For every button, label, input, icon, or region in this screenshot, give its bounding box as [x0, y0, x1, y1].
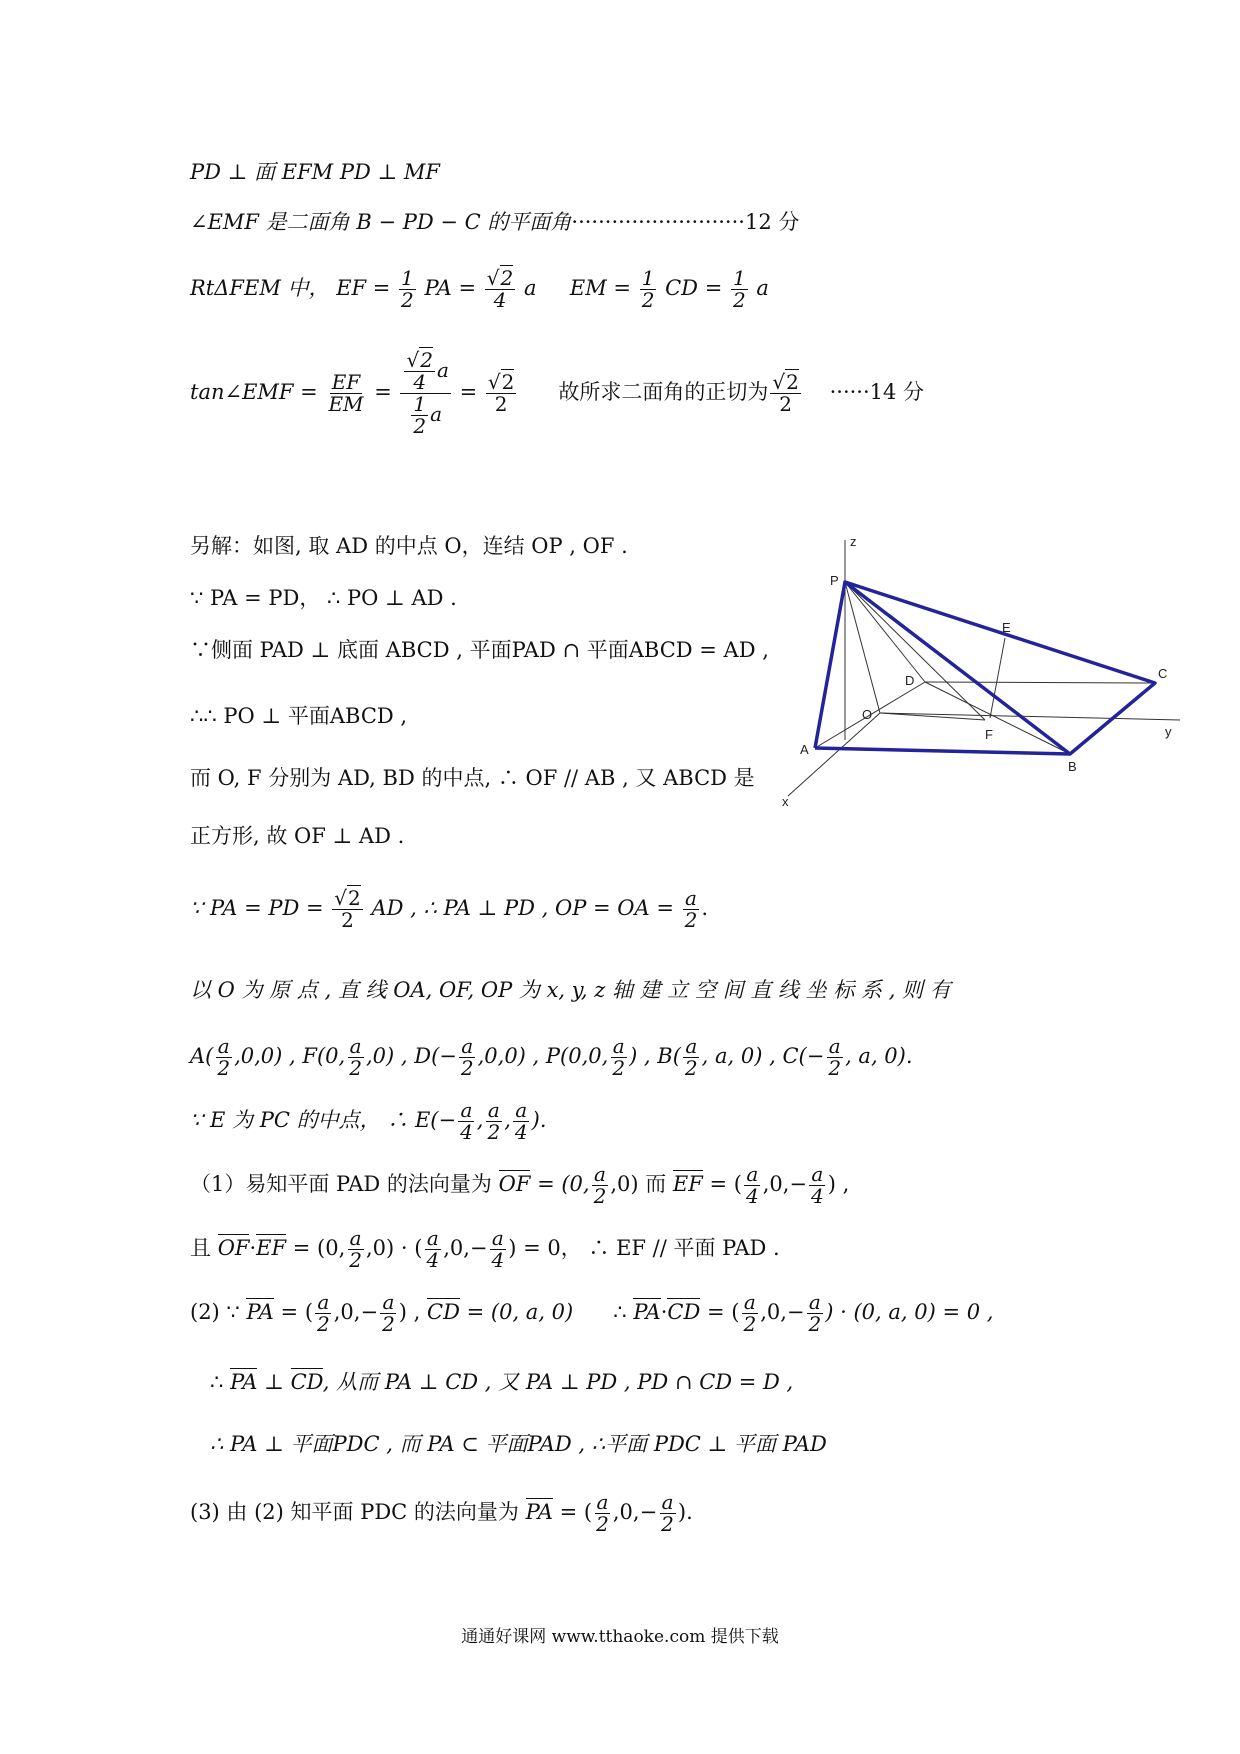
frac-a4 [424, 1228, 441, 1271]
line-7: ∵侧面 PAD ⊥ 底面 ABCD , 平面PAD ∩ 平面ABCD = AD , [190, 638, 769, 662]
frac-a2 [683, 1036, 700, 1079]
line-17 [190, 1292, 993, 1335]
frac-num: 1 [732, 266, 746, 290]
frac-num [332, 888, 362, 910]
line-6: ∵ PA = PD， ∴ PO ⊥ AD . [190, 586, 457, 610]
frac-a4 [513, 1100, 530, 1143]
pyramid-figure [770, 530, 1190, 820]
frac-den: 4 [514, 1120, 528, 1144]
label-d: D [905, 673, 915, 688]
coord-b-close: , a, 0) , [701, 1044, 776, 1068]
vector-cd: CD [667, 1300, 701, 1324]
page-footer: 通通好课网 www.tthaoke.com 提供下载 [461, 1627, 779, 1647]
line-16-c: = (0, [292, 1236, 346, 1260]
frac-den: 2 [596, 1512, 609, 1536]
line-16 [190, 1228, 780, 1271]
vector-cd: CD [290, 1370, 323, 1394]
sqrt-sign: √ [487, 370, 501, 394]
frac-den: 2 [349, 1056, 362, 1080]
coord-c-close: , a, 0). [845, 1044, 913, 1068]
coord-f-open: F(0, [302, 1044, 346, 1068]
line-20-c: ,0,− [612, 1500, 658, 1524]
line-3 [190, 268, 769, 311]
frac-num: a [317, 1290, 330, 1314]
sqrt-arg: 2 [420, 348, 433, 372]
coord-p-open: P(0,0, [545, 1044, 609, 1068]
line-1: PD ⊥ 面 EFM PD ⊥ MF [190, 160, 440, 184]
frac-den: 2 [732, 288, 746, 312]
frac-den: 2 [460, 1056, 474, 1080]
vector-pa: PA [525, 1500, 553, 1524]
coord-c-open: C(− [782, 1044, 825, 1068]
frac-num: a [685, 886, 697, 910]
vector-ef: EF [256, 1236, 287, 1260]
coord-d-open: D(− [414, 1044, 457, 1068]
line-14-a: ∵ E 为 PC 的中点， ∴ E(− [190, 1108, 457, 1132]
frac-a2 [826, 1036, 843, 1079]
edge-po [845, 582, 880, 713]
line-8: ∴∴ PO ⊥ 平面ABCD , [190, 704, 408, 728]
label-a: A [800, 742, 809, 757]
frac-a2 [380, 1292, 397, 1335]
sqrt-sign: √ [334, 886, 348, 910]
frac-den: 2 [382, 1312, 395, 1336]
line-20-d: ). [677, 1500, 693, 1524]
frac-a2 [459, 1036, 476, 1079]
line-15-a: （1）易知平面 PAD 的法向量为 [190, 1172, 492, 1196]
frac-half [399, 268, 416, 311]
coord-b-open: B( [657, 1044, 681, 1068]
frac-sqrt2-over-2-c [332, 888, 362, 931]
line-14-b: , [476, 1108, 484, 1132]
frac-den: 4 [493, 288, 507, 312]
line-2-text: ∠EMF 是二面角 B − PD − C 的平面角 [190, 210, 572, 234]
label-c: C [1158, 666, 1168, 681]
frac-num [400, 350, 450, 394]
label-x: x [782, 794, 789, 809]
frac-num: a [349, 1226, 362, 1250]
line-15-c: ,0) 而 [610, 1172, 667, 1196]
coord-p-close: ) , [629, 1044, 651, 1068]
frac-den: 2 [684, 908, 698, 932]
frac-den: 2 [593, 1184, 607, 1208]
line-20 [190, 1492, 693, 1535]
frac-den: 2 [217, 1056, 231, 1080]
line-11-b: AD , ∴ PA ⊥ PD , OP = OA = [371, 896, 674, 920]
frac-ef-em [326, 372, 365, 415]
line-17-b: = ( [280, 1300, 314, 1324]
line-16-dot: · [249, 1236, 257, 1260]
frac-num: 1 [641, 266, 655, 290]
frac-num: a [217, 1034, 230, 1058]
frac-den: 2 [612, 1056, 626, 1080]
frac-a4 [809, 1164, 826, 1207]
frac-a2 [592, 1164, 609, 1207]
line-5: 另解：如图, 取 AD 的中点 O，连结 OP , OF . [190, 534, 628, 558]
line-3-a: a [523, 276, 537, 300]
frac-num: a [596, 1490, 609, 1514]
edge-pf [845, 582, 985, 720]
frac-a2 [347, 1228, 364, 1271]
frac-a4 [744, 1164, 761, 1207]
line-17-f: ∴ [613, 1300, 627, 1324]
frac-num [404, 350, 434, 372]
frac-a4 [458, 1100, 475, 1143]
line-4-conclusion: 故所求二面角的正切为 [558, 380, 769, 404]
line-10: 正方形, 故 OF ⊥ AD . [190, 824, 405, 848]
frac-num: a [746, 1162, 759, 1186]
line-16-a: 且 [190, 1236, 211, 1260]
line-3-label: RtΔFEM 中， [190, 276, 330, 300]
vector-of: OF [498, 1172, 531, 1196]
frac-a2 [807, 1292, 824, 1335]
frac-num: a [661, 1490, 674, 1514]
coord-f-close: ,0) , [365, 1044, 408, 1068]
coord-a-open: A( [190, 1044, 214, 1068]
vector-ef: EF [672, 1172, 703, 1196]
frac-den: 4 [745, 1184, 759, 1208]
line-19: ∴ PA ⊥ 平面PDC , 而 PA ⊂ 平面PAD , ∴平面 PDC ⊥ 平面 PAD [210, 1432, 827, 1456]
frac-a2 [215, 1036, 232, 1079]
frac-sqrt2-over-2-b [770, 372, 800, 415]
line-18-c: , 从而 PA ⊥ CD , 又 PA ⊥ PD , PD ∩ CD = D , [322, 1370, 794, 1394]
line-2-dots: ·························· [571, 210, 745, 234]
frac-num: a [382, 1290, 395, 1314]
line-17-h: = ( [707, 1300, 740, 1324]
frac-num: a [461, 1034, 474, 1058]
frac-num: a [487, 1098, 500, 1122]
frac-compound [400, 350, 450, 437]
frac-a2 [315, 1292, 332, 1335]
line-3-pa: PA = [424, 276, 477, 300]
line-9: 而 O, F 分别为 AD, BD 的中点, ∴ OF // AB , 又 ABCD 是 [190, 766, 755, 790]
sqrt-sign: √ [772, 370, 786, 394]
line-3-em: EM = [569, 276, 631, 300]
frac-half-2 [640, 268, 657, 311]
line-18 [210, 1370, 793, 1395]
frac-num: a [349, 1034, 362, 1058]
frac-sqrt2-over-4 [485, 268, 515, 311]
frac-a4 [490, 1228, 507, 1271]
frac-den: EM [328, 392, 364, 416]
frac-num: a [612, 1034, 625, 1058]
frac-a2 [594, 1492, 611, 1535]
frac-a-over-2 [683, 888, 700, 931]
frac-den: 2 [413, 414, 427, 438]
sqrt-arg: 2 [348, 886, 361, 910]
inner-frac [411, 394, 428, 437]
line-4-tan: tan∠EMF = [190, 380, 318, 404]
frac-num: 1 [413, 392, 427, 416]
line-11 [190, 888, 708, 931]
line-15-f: ) , [827, 1172, 850, 1196]
frac-den: 4 [460, 1120, 473, 1144]
frac-den: 4 [491, 1248, 505, 1272]
vector-pa: PA [246, 1300, 274, 1324]
frac-den: 2 [317, 1312, 330, 1336]
line-18-b: ⊥ [264, 1370, 284, 1394]
frac-den: 2 [341, 908, 354, 932]
frac-num: a [685, 1034, 698, 1058]
vector-cd: CD [427, 1300, 460, 1324]
frac-num: a [811, 1162, 824, 1186]
frac-half-3 [731, 268, 748, 311]
frac-num: a [743, 1290, 756, 1314]
sqrt-sign: √ [486, 266, 500, 290]
line-16-f: ) = 0， ∴ EF // 平面 PAD . [508, 1236, 780, 1260]
frac-num: a [460, 1098, 473, 1122]
line-17-dot: · [660, 1300, 668, 1324]
frac-den: 2 [828, 1056, 842, 1080]
frac-num: a [593, 1162, 606, 1186]
line-3-a2: a [756, 276, 769, 300]
line-14-d: ). [531, 1108, 547, 1132]
inner-frac [404, 350, 434, 393]
label-z: z [850, 534, 857, 549]
line-16-e: ,0,− [443, 1236, 488, 1260]
frac-den: 4 [811, 1184, 824, 1208]
label-f: F [985, 727, 993, 742]
line-4-score: ······14 分 [829, 380, 925, 404]
var-a: a [430, 402, 443, 426]
frac-num: a [808, 1290, 821, 1314]
frac-num: EF [331, 370, 361, 394]
line-15-e: ,0,− [762, 1172, 808, 1196]
frac-num: a [515, 1098, 528, 1122]
frac-den: 2 [661, 1512, 674, 1536]
line-18-a: ∴ [210, 1370, 224, 1394]
frac-den [407, 394, 444, 437]
frac-num [485, 268, 515, 290]
line-11-c: . [701, 896, 709, 920]
frac-den: 2 [808, 1312, 822, 1336]
segment-ef [990, 638, 1005, 718]
line-17-j: ) · (0, a, 0) = 0 , [825, 1300, 994, 1324]
frac-num: a [828, 1034, 841, 1058]
line-15-d: = ( [709, 1172, 742, 1196]
vector-pa: PA [633, 1300, 661, 1324]
sqrt-arg: 2 [786, 370, 799, 394]
sqrt-arg: 2 [500, 266, 514, 290]
frac-a2 [610, 1036, 627, 1079]
frac-den: 2 [743, 1312, 757, 1336]
line-20-b: = ( [559, 1500, 593, 1524]
frac-num [770, 372, 800, 394]
vector-of: OF [217, 1236, 250, 1260]
line-17-e: = (0, a, 0) [466, 1300, 574, 1324]
frac-a2 [659, 1492, 676, 1535]
frac-den: 2 [349, 1248, 362, 1272]
label-o: O [862, 707, 873, 722]
line-2-score: 12 分 [744, 210, 800, 234]
frac-num: 1 [401, 266, 414, 290]
frac-num: a [491, 1226, 504, 1250]
frac-den: 4 [413, 370, 427, 394]
line-3-ef: EF = [336, 276, 391, 300]
frac-a2 [485, 1100, 502, 1143]
frac-den: 2 [494, 392, 508, 416]
edge-dc [925, 682, 1155, 683]
var-a: a [436, 358, 449, 382]
line-14-c: , [504, 1108, 511, 1132]
coord-d-close: ,0,0) , [477, 1044, 540, 1068]
frac-den: 2 [487, 1120, 501, 1144]
line-17-c: ,0,− [333, 1300, 379, 1324]
frac-sqrt2-over-2 [486, 372, 516, 415]
edge-pa-pb [815, 582, 1070, 754]
line-14 [190, 1100, 547, 1143]
coord-a-close: ,0,0) , [234, 1044, 296, 1068]
frac-den: 4 [426, 1248, 440, 1272]
frac-a2 [347, 1036, 364, 1079]
line-17-a: (2) ∵ [190, 1300, 240, 1324]
frac-num: a [426, 1226, 439, 1250]
line-15-b: = (0, [537, 1172, 590, 1196]
line-13 [190, 1036, 913, 1079]
frac-den: 2 [401, 288, 414, 312]
sqrt-arg: 2 [501, 370, 515, 394]
frac-den: 2 [684, 1056, 698, 1080]
label-p: P [830, 573, 839, 588]
line-4: tan∠EMF = $\frac{EF}{EM}$ = $\frac{√2}{4}$ a $\frac{1}{2}$ a = $\frac{√2}{2}$ 故所求二面角的正切为 $\frac{√2}{2}$ ······14 分 [190, 348, 925, 438]
label-b: B [1068, 759, 1077, 774]
frac-num [486, 372, 516, 394]
line-2 [190, 210, 799, 235]
frac-a2 [741, 1292, 758, 1335]
line-20-a: (3) 由 (2) 知平面 PDC 的法向量为 [190, 1500, 519, 1524]
line-3-cd: CD = [665, 276, 723, 300]
label-e: E [1002, 620, 1011, 635]
line-15 [190, 1164, 849, 1207]
line-17-d: ) , [398, 1300, 421, 1324]
line-17-i: ,0,− [760, 1300, 805, 1324]
edge-db [925, 682, 1070, 754]
sqrt-sign: √ [406, 348, 420, 372]
line-11-a: ∵ PA = PD = [190, 896, 324, 920]
vector-pa: PA [230, 1370, 258, 1394]
line-12: 以 O 为 原 点 , 直 线 OA, OF, OP 为 x, y, z 轴 建 立 空 间 直 线 坐 标 系 , 则 有 [190, 978, 951, 1002]
frac-den: 2 [641, 288, 655, 312]
label-y: y [1165, 724, 1172, 739]
frac-den: 2 [779, 392, 793, 416]
line-16-d: ,0) · ( [366, 1236, 423, 1260]
